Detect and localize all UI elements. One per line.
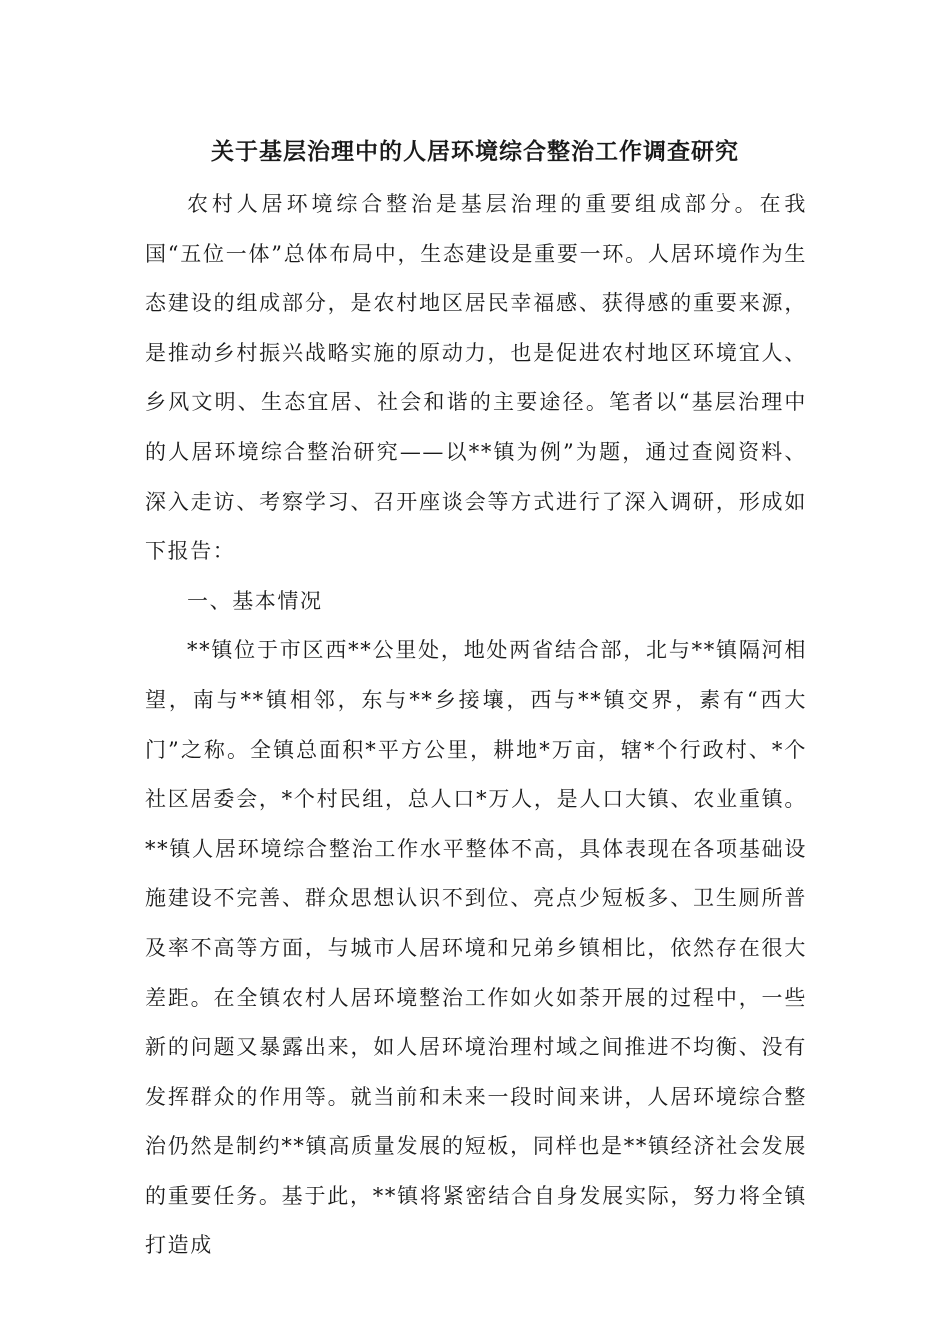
section-paragraph-basic-situation: **镇位于市区西**公里处，地处两省结合部，北与**镇隔河相望，南与**镇相邻，东与**乡接壤，西与**镇交界，素有“西大门”之称。全镇总面积*平方公里，耕地*万亩，辖*个行政村、*个社区居委会，*个村民组，总人口*万人，是人口大镇、农业重镇。**镇人居环境综合整治工作水平整体不高，具体表现在各项基础设施建设不完善、群众思想认识不到位、亮点少短板多、卫生厕所普及率不高等方面，与城市人居环境和兄弟乡镇相比，依然存在很大差距。在全镇农村人居环境整治工作如火如荼开展的过程中，一些新的问题又暴露出来，如人居环境治理村域之间推进不均衡、没有发挥群众的作用等。就当前和未来一段时间来讲，人居环境综合整治仍然是制约**镇高质量发展的短板，同样也是**镇经济社会发展的重要任务。基于此，**镇将紧密结合自身发展实际，努力将全镇打造成 [145,638,807,1258]
document-body [145,180,807,1271]
document-title: 关于基层治理中的人居环境综合整治工作调查研究 [211,138,739,165]
section-heading-basic-situation: 一、基本情况 [187,588,323,613]
intro-paragraph: 农村人居环境综合整治是基层治理的重要组成部分。在我国“五位一体”总体布局中，生态建设是重要一环。人居环境作为生态建设的组成部分，是农村地区居民幸福感、获得感的重要来源，是推动乡村振兴战略实施的原动力，也是促进农村地区环境宜人、乡风文明、生态宜居、社会和谐的主要途径。笔者以“基层治理中的人居环境综合整治研究——以**镇为例”为题，通过查阅资料、深入走访、考察学习、召开座谈会等方式进行了深入调研，形成如下报告： [145,192,807,564]
